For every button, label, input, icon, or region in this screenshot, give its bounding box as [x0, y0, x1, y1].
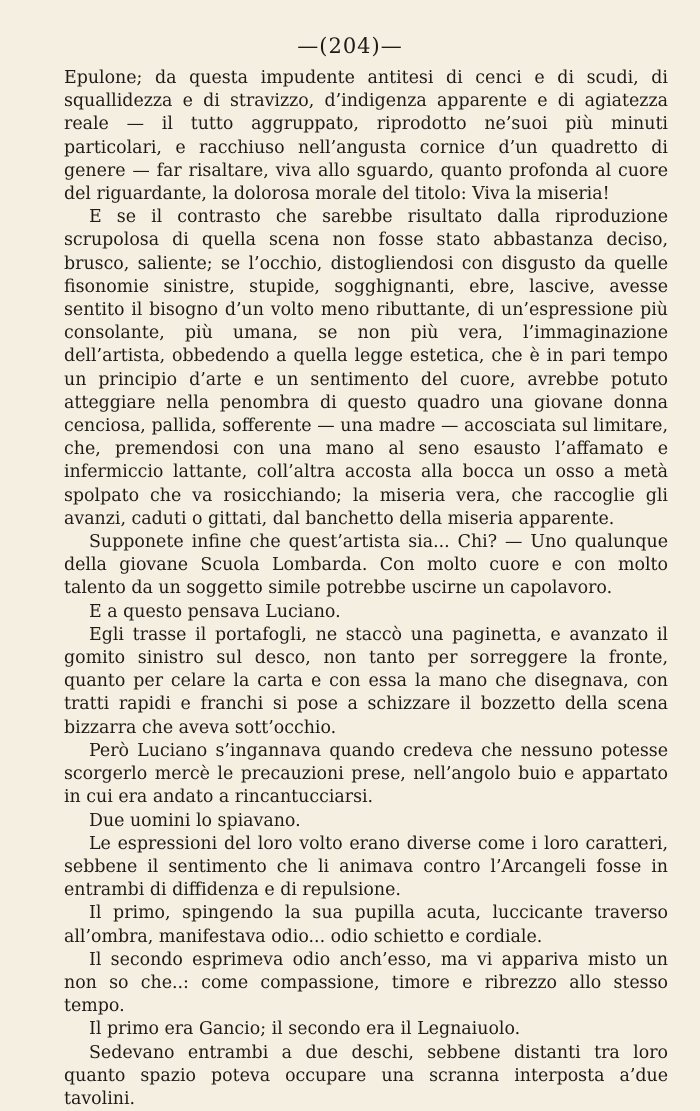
- paragraph: E a questo pensava Luciano.: [89, 601, 341, 622]
- paragraph: Il secondo esprimeva odio anch’esso, ma vi appariva misto un non so che..: come compassione, timore e ribrezzo allo stesso tempo.: [64, 949, 668, 1017]
- page-number: —(204)—: [297, 34, 403, 58]
- paragraph: Il primo, spingendo la sua pupilla acuta, luccicante traverso all’ombra, manifestava odio... odio schietto e cordiale.: [64, 903, 668, 947]
- paragraph: Sedevano entrambi a due deschi, sebbene distanti tra loro quanto spazio poteva occupare una scranna interposta a’due tavolini.: [64, 1042, 668, 1109]
- paragraph: Però Luciano s’ingannava quando credeva che nessuno potesse scorgerlo mercè le precauzioni prese, nell’angolo buio e appartato in cui era andato a rincantucciarsi.: [64, 740, 668, 808]
- body-text: [64, 67, 668, 1111]
- paragraph: Epulone; da questa impudente antitesi di cenci e di scudi, di squallidezza e di stravizzo, d’indigenza apparente e di agiatezza reale — il tutto aggruppato, riprodotto ne’suoi più minuti particolari, e racchiuso nell’angusta cornice d’un quadretto di genere — far risaltare, viva allo sguardo, quanto profonda al cuore del riguardante, la dolorosa morale del titolo: Viva la miseria!: [64, 68, 668, 205]
- paragraph: Due uomini lo spiavano.: [89, 810, 301, 831]
- paragraph: Supponete infine che quest’artista sia... Chi? — Uno qualunque della giovane Scuola Lombarda. Con molto cuore e con molto talento da un soggetto simile potrebbe uscirne un capolavoro.: [64, 532, 668, 599]
- paragraph: Egli trasse il portafogli, ne staccò una paginetta, e avanzato il gomito sinistro sul desco, non tanto per sorreggere la fronte, quanto per celare la carta e con essa la mano che disegnava, con tratti rapidi e franchi si pose a schizzare il bozzetto della scena bizzarra che aveva sott’occhio.: [64, 624, 668, 738]
- paragraph: Le espressioni del loro volto erano diverse come i loro caratteri, sebbene il sentimento che li animava contro l’Arcangeli fosse in entrambi di diffidenza e di repulsione.: [64, 833, 668, 901]
- paragraph: E se il contrasto che sarebbe risultato dalla riproduzione scrupolosa di quella scena non fosse stato abbastanza deciso, brusco, saliente; se l’occhio, distogliendosi con disgusto da quelle fisonomie sinistre, stupide, sogghignanti, ebre, lascive, avesse sentito il bisogno d’un volto meno ributtante, di un’espressione più consolante, più umana, se non più vera, l’immaginazione dell’artista, obbedendo a quella legge estetica, che è in pari tempo un principio d’arte e un sentimento del cuore, avrebbe potuto atteggiare nella penombra di questo quadro una giovane donna cenciosa, pallida, sofferente — una madre — accosciata sul limitare, che, premendosi con una mano al seno esausto l’affamato e infermiccio lattante, coll’altra accosta alla bocca un osso a metà spolpato che va rosicchiando; la miseria vera, che raccoglie gli avanzi, caduti o gittati, dal banchetto della miseria apparente.: [64, 207, 668, 529]
- paragraph: Il primo era Gancio; il secondo era il Legnaiuolo.: [89, 1019, 521, 1040]
